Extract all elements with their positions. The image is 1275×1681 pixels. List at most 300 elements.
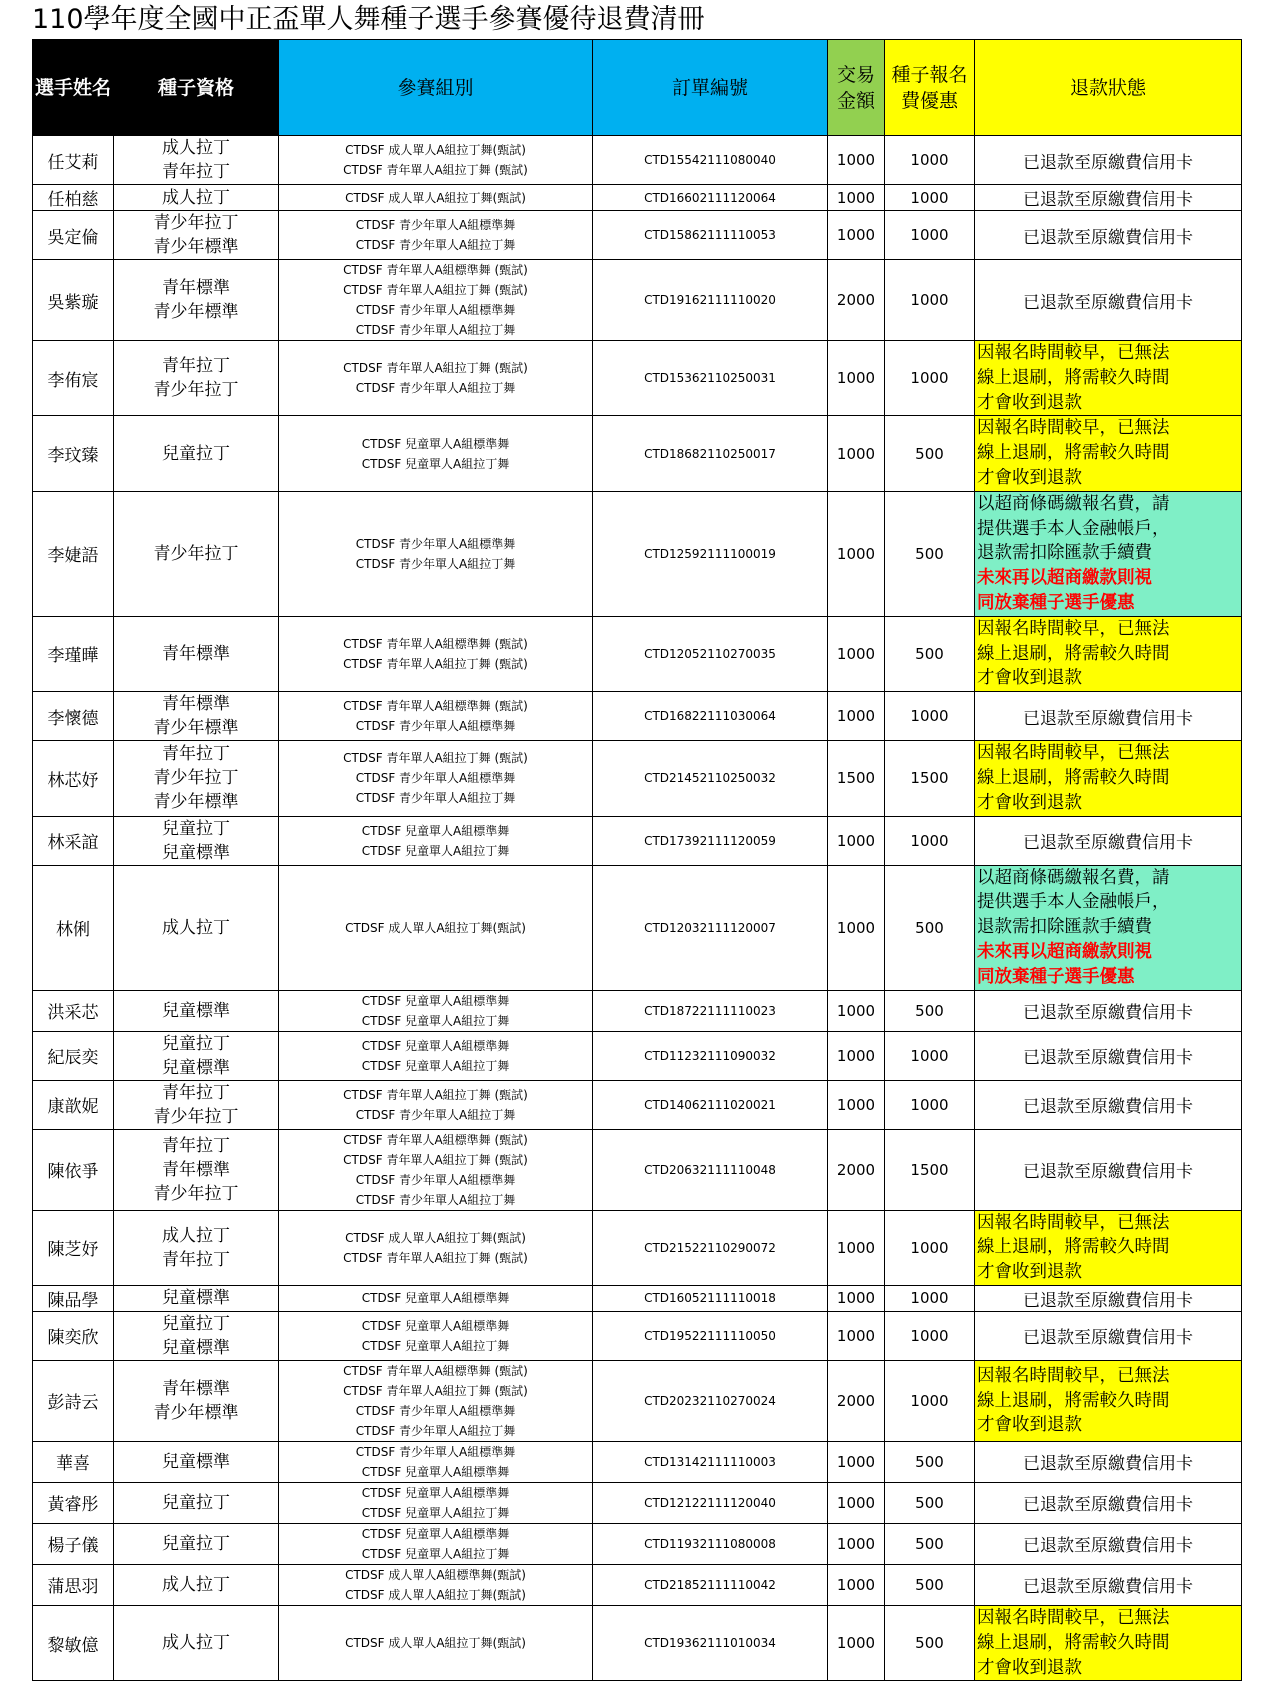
table-row [33,260,1242,341]
qualification-item: 兒童拉丁 [162,1033,230,1054]
group-item: CTDSF 青少年單人A組拉丁舞 [355,238,516,252]
competition-group [279,1129,593,1210]
refund-status [975,616,1242,691]
seed-qualification [114,616,279,691]
group-item: CTDSF 青年單人A組拉丁舞 (甄試) [343,1250,528,1265]
header-discount-line1: 種子報名 [891,63,968,86]
seed-qualification [114,692,279,741]
transaction-amount: 1000 [828,1210,885,1285]
order-number: CTD17392111120059 [593,816,828,865]
qualification-item: 青少年標準 [153,302,239,322]
seed-discount: 1000 [885,1311,975,1360]
group-item: CTDSF 青年單人A組標準舞 (甄試) [343,1132,528,1147]
seed-qualification [114,1441,279,1482]
table-row [33,1482,1242,1523]
transaction-amount: 1000 [828,865,885,990]
order-number: CTD21452110250032 [593,741,828,816]
order-number: CTD19522111110050 [593,1311,828,1360]
refund-status [975,741,1242,816]
seed-discount: 500 [885,616,975,691]
seed-discount: 500 [885,990,975,1031]
late-note-line: 才會收到退款 [977,668,1082,689]
seed-discount: 1500 [885,1129,975,1210]
qualification-item: 成人拉丁 [162,917,230,938]
late-note-line: 線上退刷，將需較久時間 [977,1237,1170,1258]
qualification-item: 兒童拉丁 [162,1533,230,1554]
competition-group [279,692,593,741]
competition-group [279,990,593,1031]
athlete-name: 黃睿彤 [33,1482,114,1523]
group-item: CTDSF 青少年單人A組拉丁舞 [355,1423,516,1438]
competition-group [279,1482,593,1523]
refund-status: 已退款至原繳費信用卡 [975,136,1242,185]
qualification-item: 兒童標準 [162,842,230,863]
group-item: CTDSF 兒童單人A組拉丁舞 [361,1013,510,1028]
refund-status: 已退款至原繳費信用卡 [975,260,1242,341]
store-note-line: 提供選手本人金融帳戶， [977,892,1170,913]
store-note-line: 退款需扣除匯款手續費 [977,543,1152,564]
seed-qualification [114,185,279,211]
group-item: CTDSF 青年單人A組拉丁舞 (甄試) [343,361,528,376]
group-item: CTDSF 青少年單人A組拉丁舞 [355,1107,516,1122]
competition-group [279,260,593,341]
late-note-line: 線上退刷，將需較久時間 [977,443,1170,464]
table-row [33,1360,1242,1441]
table-row [33,211,1242,260]
group-item: CTDSF 兒童單人A組拉丁舞 [361,1546,510,1561]
competition-group [279,1210,593,1285]
order-number: CTD11932111080008 [593,1523,828,1564]
seed-discount: 1000 [885,816,975,865]
order-number: CTD12052110270035 [593,616,828,691]
athlete-name: 陳依爭 [33,1129,114,1210]
group-item: CTDSF 兒童單人A組拉丁舞 [361,843,510,858]
transaction-amount: 1000 [828,1031,885,1080]
qualification-item: 青少年拉丁 [153,1183,239,1204]
qualification-item: 成人拉丁 [162,1225,230,1246]
table-row [33,1441,1242,1482]
table-row [33,491,1242,616]
seed-qualification [114,136,279,185]
qualification-item: 青年標準 [162,643,230,664]
athlete-name: 林采誼 [33,816,114,865]
refund-status: 已退款至原繳費信用卡 [975,1564,1242,1605]
table-row [33,1031,1242,1080]
qualification-item: 兒童標準 [162,1000,230,1021]
table-row [33,1605,1242,1680]
group-item: CTDSF 成人單人A組拉丁舞(甄試) [345,190,526,205]
athlete-name: 林俐 [33,865,114,990]
order-number: CTD11232111090032 [593,1031,828,1080]
seed-discount: 1000 [885,1031,975,1080]
competition-group [279,741,593,816]
order-number: CTD16052111110018 [593,1285,828,1311]
refund-status [975,1360,1242,1441]
transaction-amount: 2000 [828,260,885,341]
athlete-name: 黎敏億 [33,1605,114,1680]
transaction-amount: 1000 [828,616,885,691]
late-note-line: 因報名時間較早，已無法 [977,618,1170,639]
athlete-name: 華喜 [33,1441,114,1482]
order-number: CTD12032111120007 [593,865,828,990]
athlete-name: 蒲思羽 [33,1564,114,1605]
order-number: CTD12122111120040 [593,1482,828,1523]
seed-qualification [114,1311,279,1360]
qualification-item: 青少年拉丁 [153,213,239,233]
qualification-item: 青少年標準 [153,1402,239,1423]
group-item: CTDSF 青少年單人A組拉丁舞 [355,556,516,571]
order-number: CTD20632111110048 [593,1129,828,1210]
seed-qualification [114,816,279,865]
refund-status: 已退款至原繳費信用卡 [975,211,1242,260]
transaction-amount: 1500 [828,741,885,816]
athlete-name: 任柏慈 [33,185,114,211]
seed-qualification [114,491,279,616]
group-item: CTDSF 兒童單人A組拉丁舞 [361,456,510,471]
refund-status [975,1605,1242,1680]
competition-group [279,136,593,185]
competition-group [279,1080,593,1129]
transaction-amount: 1000 [828,692,885,741]
transaction-amount: 1000 [828,1311,885,1360]
transaction-amount: 1000 [828,185,885,211]
qualification-item: 青年標準 [162,278,230,298]
group-item: CTDSF 青少年單人A組標準舞 [355,218,516,232]
qualification-item: 青年標準 [162,1159,230,1180]
transaction-amount: 2000 [828,1360,885,1441]
header-order: 訂單編號 [593,40,828,136]
qualification-item: 青年拉丁 [162,744,230,765]
table-row [33,341,1242,416]
qualification-item: 青少年拉丁 [153,1106,239,1127]
qualification-item: 兒童標準 [162,1057,230,1078]
seed-qualification [114,416,279,491]
athlete-name: 陳品學 [33,1285,114,1311]
group-item: CTDSF 青年單人A組標準舞 (甄試) [343,636,528,651]
seed-discount: 500 [885,1564,975,1605]
group-item: CTDSF 成人單人A組拉丁舞(甄試) [345,1636,526,1651]
order-number: CTD20232110270024 [593,1360,828,1441]
qualification-item: 兒童拉丁 [162,1313,230,1334]
order-number: CTD16822111030064 [593,692,828,741]
seed-qualification [114,1605,279,1680]
header-group: 參賽組別 [279,40,593,136]
qualification-item: 青年拉丁 [162,1082,230,1103]
group-item: CTDSF 兒童單人A組拉丁舞 [361,1058,510,1073]
qualification-item: 青少年拉丁 [153,543,239,564]
seed-discount: 1000 [885,1080,975,1129]
seed-discount: 1000 [885,211,975,260]
group-item: CTDSF 青年單人A組拉丁舞 (甄試) [343,283,528,297]
late-note-line: 線上退刷，將需較久時間 [977,643,1170,664]
seed-qualification [114,990,279,1031]
store-note-line: 以超商條碼繳報名費，請 [977,867,1170,888]
group-item: CTDSF 兒童單人A組標準舞 [361,436,510,451]
group-item: CTDSF 兒童單人A組標準舞 [361,1485,510,1500]
transaction-amount: 1000 [828,1523,885,1564]
competition-group [279,1564,593,1605]
qualification-item: 兒童標準 [162,1288,230,1309]
group-item: CTDSF 青少年單人A組標準舞 [355,1172,516,1187]
group-item: CTDSF 青少年單人A組標準舞 [355,536,516,551]
table-row [33,1564,1242,1605]
group-item: CTDSF 青年單人A組拉丁舞 (甄試) [343,751,528,766]
transaction-amount: 1000 [828,1482,885,1523]
store-warning-line: 未來再以超商繳款則視 [977,568,1152,589]
athlete-name: 洪采芯 [33,990,114,1031]
seed-qualification [114,1482,279,1523]
qualification-item: 兒童標準 [162,1451,230,1472]
transaction-amount: 1000 [828,136,885,185]
qualification-item: 青少年標準 [153,792,239,813]
refund-status: 已退款至原繳費信用卡 [975,1523,1242,1564]
transaction-amount: 2000 [828,1129,885,1210]
late-note-line: 因報名時間較早，已無法 [977,343,1170,363]
refund-status: 已退款至原繳費信用卡 [975,1482,1242,1523]
group-item: CTDSF 青年單人A組標準舞 (甄試) [343,1363,528,1378]
header-status: 退款狀態 [975,40,1242,136]
seed-qualification [114,1523,279,1564]
store-warning-line: 同放棄種子選手優惠 [977,592,1135,613]
competition-group [279,341,593,416]
competition-group [279,211,593,260]
qualification-item: 兒童拉丁 [162,1492,230,1513]
group-item: CTDSF 兒童單人A組標準舞 [361,823,510,838]
table-body [33,136,1242,1681]
competition-group [279,185,593,211]
transaction-amount: 1000 [828,491,885,616]
refund-status: 已退款至原繳費信用卡 [975,990,1242,1031]
late-note-line: 才會收到退款 [977,792,1082,813]
order-number: CTD15362110250031 [593,341,828,416]
table-row [33,1080,1242,1129]
late-note-line: 因報名時間較早，已無法 [977,418,1170,439]
qualification-item: 青少年拉丁 [153,380,239,401]
refund-status: 已退款至原繳費信用卡 [975,692,1242,741]
order-number: CTD18722111110023 [593,990,828,1031]
competition-group [279,1360,593,1441]
group-item: CTDSF 青少年單人A組拉丁舞 [355,381,516,396]
group-item: CTDSF 青少年單人A組拉丁舞 [355,323,516,337]
store-note-line: 以超商條碼繳報名費，請 [977,493,1170,514]
table-row [33,865,1242,990]
header-amount [828,40,885,136]
seed-discount: 1000 [885,136,975,185]
qualification-item: 青年拉丁 [162,1135,230,1156]
seed-qualification [114,1031,279,1080]
transaction-amount: 1000 [828,1080,885,1129]
seed-discount: 1000 [885,341,975,416]
qualification-item: 青年拉丁 [162,162,230,182]
order-number: CTD16602111120064 [593,185,828,211]
order-number: CTD15542111080040 [593,136,828,185]
qualification-item: 青少年拉丁 [153,768,239,789]
refund-status: 已退款至原繳費信用卡 [975,1080,1242,1129]
competition-group [279,616,593,691]
store-note-line: 退款需扣除匯款手續費 [977,917,1152,938]
late-note-line: 線上退刷，將需較久時間 [977,1390,1170,1411]
seed-qualification [114,865,279,990]
store-note-line: 提供選手本人金融帳戶， [977,518,1170,539]
group-item: CTDSF 青年單人A組拉丁舞 (甄試) [343,1152,528,1167]
refund-status [975,865,1242,990]
qualification-item: 成人拉丁 [162,1574,230,1595]
seed-discount: 500 [885,1523,975,1564]
late-note-line: 才會收到退款 [977,1262,1082,1283]
refund-status: 已退款至原繳費信用卡 [975,1311,1242,1360]
table-row [33,1285,1242,1311]
transaction-amount: 1000 [828,416,885,491]
transaction-amount: 1000 [828,1441,885,1482]
seed-discount: 1000 [885,1285,975,1311]
seed-discount: 500 [885,1441,975,1482]
refund-status [975,416,1242,491]
header-row [33,40,1242,136]
refund-status: 已退款至原繳費信用卡 [975,1031,1242,1080]
competition-group [279,1031,593,1080]
table-row [33,185,1242,211]
order-number: CTD15862111110053 [593,211,828,260]
group-item: CTDSF 青年單人A組標準舞 (甄試) [343,263,528,277]
table-row [33,1311,1242,1360]
group-item: CTDSF 兒童單人A組標準舞 [361,1291,510,1306]
order-number: CTD18682110250017 [593,416,828,491]
competition-group [279,1523,593,1564]
qualification-item: 青少年標準 [153,237,239,257]
seed-qualification [114,741,279,816]
athlete-name: 吳定倫 [33,211,114,260]
seed-qualification [114,1210,279,1285]
group-item: CTDSF 青少年單人A組標準舞 [355,719,516,734]
order-number: CTD14062111020021 [593,1080,828,1129]
transaction-amount: 1000 [828,816,885,865]
table-row [33,136,1242,185]
qualification-item: 兒童拉丁 [162,818,230,839]
competition-group [279,865,593,990]
group-item: CTDSF 青年單人A組拉丁舞 (甄試) [343,656,528,671]
table-row [33,741,1242,816]
group-item: CTDSF 成人單人A組拉丁舞(甄試) [345,143,526,157]
header-discount-line2: 費優惠 [900,89,958,112]
athlete-name: 任艾莉 [33,136,114,185]
late-note-line: 才會收到退款 [977,1657,1082,1678]
seed-qualification [114,1129,279,1210]
seed-discount: 500 [885,1482,975,1523]
group-item: CTDSF 青少年單人A組拉丁舞 [355,1192,516,1207]
athlete-name: 李懷德 [33,692,114,741]
athlete-name: 陳芝妤 [33,1210,114,1285]
transaction-amount: 1000 [828,1564,885,1605]
athlete-name: 楊子儀 [33,1523,114,1564]
seed-qualification [114,1360,279,1441]
group-item: CTDSF 兒童單人A組標準舞 [361,1526,510,1541]
group-item: CTDSF 成人單人A組標準舞(甄試) [345,1567,526,1582]
table-row [33,990,1242,1031]
group-item: CTDSF 兒童單人A組標準舞 [361,1038,510,1053]
seed-discount: 1000 [885,692,975,741]
group-item: CTDSF 兒童單人A組拉丁舞 [361,1505,510,1520]
qualification-item: 兒童標準 [162,1337,230,1358]
late-note-line: 才會收到退款 [977,392,1082,413]
seed-qualification [114,1285,279,1311]
competition-group [279,1605,593,1680]
qualification-item: 青年標準 [162,1378,230,1399]
transaction-amount: 1000 [828,211,885,260]
qualification-item: 青年標準 [162,694,230,715]
athlete-name: 康歆妮 [33,1080,114,1129]
seed-discount: 500 [885,491,975,616]
late-note-line: 才會收到退款 [977,467,1082,488]
seed-qualification [114,1080,279,1129]
late-note-line: 因報名時間較早，已無法 [977,1607,1170,1628]
table-row [33,1129,1242,1210]
table-row [33,1523,1242,1564]
order-number: CTD13142111110003 [593,1441,828,1482]
group-item: CTDSF 兒童單人A組標準舞 [361,1464,510,1479]
late-note-line: 線上退刷，將需較久時間 [977,367,1170,388]
store-warning-line: 同放棄種子選手優惠 [977,966,1135,987]
late-note-line: 線上退刷，將需較久時間 [977,767,1170,788]
qualification-item: 青年拉丁 [162,1249,230,1270]
refund-status [975,491,1242,616]
header-qualification: 種子資格 [114,40,279,136]
athlete-name: 彭詩云 [33,1360,114,1441]
transaction-amount: 1000 [828,1605,885,1680]
transaction-amount: 1000 [828,990,885,1031]
seed-discount: 1000 [885,260,975,341]
competition-group [279,1311,593,1360]
order-number: CTD19362111010034 [593,1605,828,1680]
group-item: CTDSF 青年單人A組拉丁舞 (甄試) [343,1383,528,1398]
group-item: CTDSF 成人單人A組拉丁舞(甄試) [345,920,526,935]
refund-status: 已退款至原繳費信用卡 [975,1285,1242,1311]
seed-qualification [114,341,279,416]
late-note-line: 才會收到退款 [977,1415,1082,1436]
group-item: CTDSF 青年單人A組拉丁舞 (甄試) [343,163,528,177]
group-item: CTDSF 青少年單人A組標準舞 [355,1403,516,1418]
qualification-item: 成人拉丁 [162,187,230,208]
seed-qualification [114,260,279,341]
header-discount [885,40,975,136]
late-note-line: 因報名時間較早，已無法 [977,1365,1170,1386]
order-number: CTD19162111110020 [593,260,828,341]
order-number: CTD21522110290072 [593,1210,828,1285]
athlete-name: 李婕語 [33,491,114,616]
group-item: CTDSF 青年單人A組標準舞 (甄試) [343,699,528,714]
refund-status: 已退款至原繳費信用卡 [975,816,1242,865]
athlete-name: 林芯妤 [33,741,114,816]
seed-qualification [114,1564,279,1605]
seed-discount: 1500 [885,741,975,816]
refund-status [975,1210,1242,1285]
order-number: CTD21852111110042 [593,1564,828,1605]
refund-status: 已退款至原繳費信用卡 [975,1129,1242,1210]
qualification-item: 成人拉丁 [162,1633,230,1654]
late-note-line: 線上退刷，將需較久時間 [977,1632,1170,1653]
qualification-item: 青年拉丁 [162,356,230,377]
competition-group [279,416,593,491]
qualification-item: 成人拉丁 [162,138,230,158]
competition-group [279,1285,593,1311]
group-item: CTDSF 青少年單人A組標準舞 [355,1444,516,1459]
competition-group [279,491,593,616]
seed-discount: 1000 [885,1210,975,1285]
late-note-line: 因報名時間較早，已無法 [977,743,1170,764]
header-name: 選手姓名 [33,40,114,136]
table-row [33,416,1242,491]
refund-status: 已退款至原繳費信用卡 [975,1441,1242,1482]
group-item: CTDSF 兒童單人A組標準舞 [361,1318,510,1333]
